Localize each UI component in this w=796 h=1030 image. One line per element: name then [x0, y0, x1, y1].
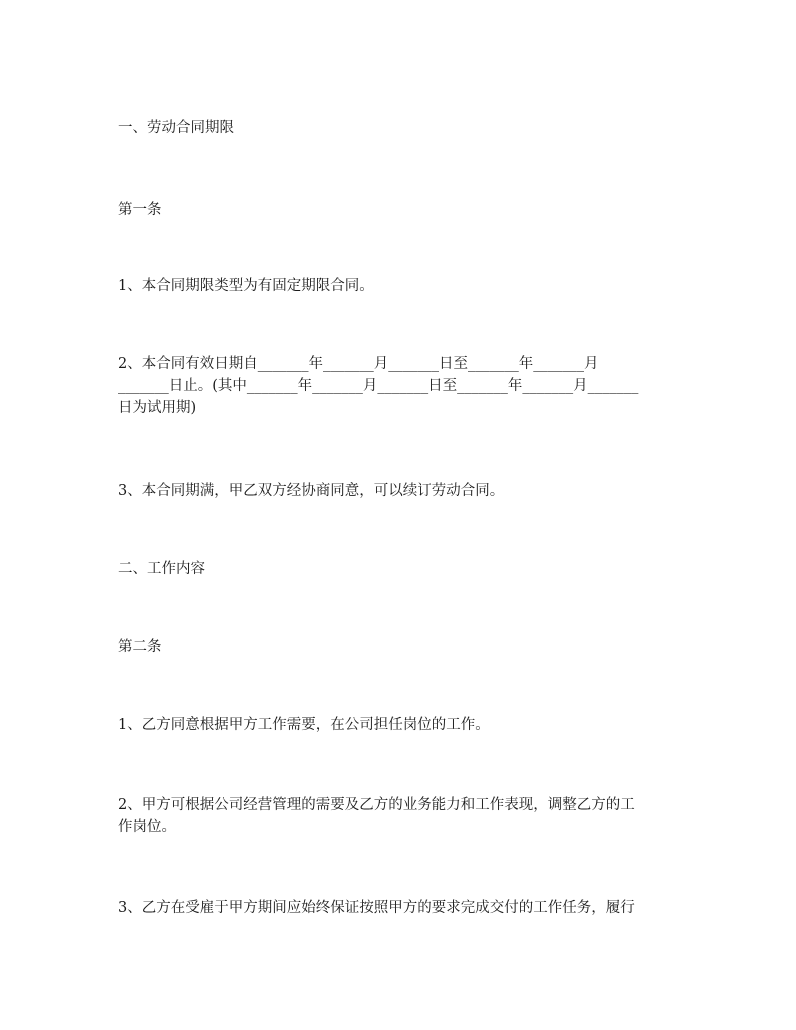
article-label-text: 第一条: [118, 202, 162, 218]
article1-clause-1: [118, 275, 683, 297]
article-label-text: 第二条: [118, 639, 162, 655]
section-heading-contract-term: [118, 117, 683, 139]
section-heading-text: 一、劳动合同期限: [118, 120, 234, 136]
article1-clause-2: [118, 353, 683, 419]
article-label-1: [118, 199, 683, 221]
article1-clause-3: [118, 480, 683, 502]
article2-clause-3: [118, 897, 683, 919]
article2-clause-1: [118, 714, 683, 736]
article2-clause-2: [118, 794, 683, 838]
clause-text-line: _______日止。(其中_______年_______月_______日至_______年_______月_______: [118, 378, 639, 394]
clause-text-line: 3、乙方在受雇于甲方期间应始终保证按照甲方的要求完成交付的工作任务，履行: [118, 900, 635, 916]
article-label-2: [118, 636, 683, 658]
clause-text-line: 2、甲方可根据公司经营管理的需要及乙方的业务能力和工作表现，调整乙方的工: [118, 797, 635, 813]
clause-text: 1、本合同期限类型为有固定期限合同。: [118, 278, 374, 294]
section-heading-work-content: [118, 558, 683, 580]
clause-text-line: 作岗位。: [118, 819, 176, 835]
clause-text-line: 日为试用期): [118, 400, 197, 416]
clause-text-line: 2、本合同有效日期自_______年_______月_______日至_______年_______月: [118, 356, 599, 372]
clause-text: 3、本合同期满，甲乙双方经协商同意，可以续订劳动合同。: [118, 483, 505, 499]
section-heading-text: 二、工作内容: [118, 561, 205, 577]
clause-text: 1、乙方同意根据甲方工作需要，在公司担任岗位的工作。: [118, 717, 490, 733]
